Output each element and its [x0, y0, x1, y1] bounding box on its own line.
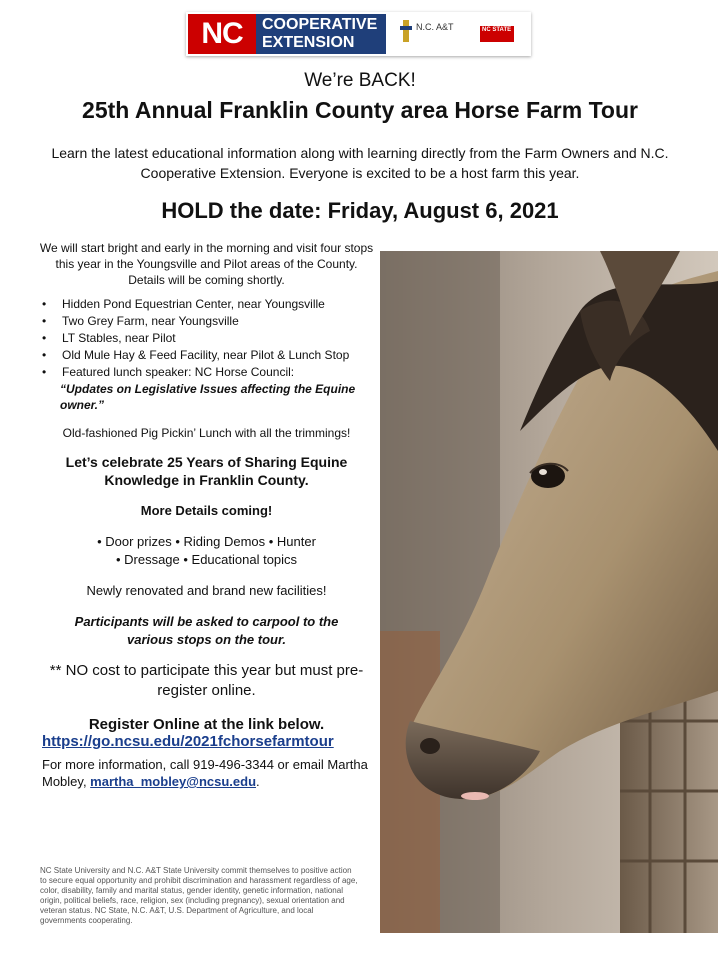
cooperative-extension-logo: [256, 14, 386, 54]
ncat-aggie-icon: [400, 20, 412, 42]
ncstate-logo: NC STATE: [480, 26, 514, 42]
list-item: • Two Grey Farm, near Youngsville: [42, 314, 239, 328]
list-item: • Old Mule Hay & Feed Facility, near Pilot & Lunch Stop: [42, 348, 350, 362]
contact-info-text: For more information, call 919-496-3344 or email Martha Mobley,: [42, 757, 368, 789]
carpool-text: Participants will be asked to carpool to the various stops on the tour.: [74, 614, 339, 647]
register-link[interactable]: https://go.ncsu.edu/2021fchorsefarmtour: [42, 733, 334, 750]
ncat-logo: N.C. A&T: [416, 22, 454, 32]
features-line-1: • Door prizes • Riding Demos • Hunter: [97, 534, 316, 549]
features-line-2: • Dressage • Educational topics: [115, 552, 298, 567]
contact-info: [42, 756, 375, 790]
list-item: • Hidden Pond Equestrian Center, near Youngsville: [42, 297, 325, 311]
contact-info-end: .: [256, 774, 260, 789]
event-details: [38, 240, 375, 790]
logo-extension: EXTENSION: [262, 34, 355, 51]
email-link[interactable]: martha_mobley@ncsu.edu: [90, 774, 257, 789]
stops-list: [38, 296, 375, 380]
kicker-heading: We’re BACK!: [304, 70, 416, 91]
fine-print: NC State University and N.C. A&T State University commit themselves to positive action to secure equal opportunity and prohibit discrimination and harassment regardless of age, color, disability, family and marital status, gender identity, genetic information, national origin, political beliefs, race, religion, sex (including pregnancy), sexual orientation and veteran status. NC State, N.C. A&T, U.S. Department of Agriculture, and local governments cooperating.: [40, 866, 358, 925]
facilities-text: Newly renovated and brand new facilities!: [86, 583, 327, 598]
celebrate-text: Let’s celebrate 25 Years of Sharing Equine Knowledge in Franklin County.: [65, 454, 348, 488]
speaker-quote: “Updates on Legislative Issues affecting the Equine owner.”: [60, 382, 356, 412]
logo-bar: [186, 12, 531, 56]
list-item: • LT Stables, near Pilot: [42, 331, 176, 345]
start-paragraph: We will start bright and early in the morning and visit four stops this year in the Youngsville and Pilot areas of the County. Details will be coming shortly.: [39, 241, 374, 287]
nc-logo: NC: [188, 14, 256, 54]
lunch-text: Old-fashioned Pig Pickin’ Lunch with all the trimmings!: [62, 426, 351, 440]
hold-date-heading: HOLD the date: Friday, August 6, 2021: [161, 198, 559, 223]
more-details-text: More Details coming!: [140, 503, 273, 518]
cost-text: ** NO cost to participate this year but must pre-register online.: [49, 662, 364, 699]
register-text: Register Online at the link below.: [88, 716, 325, 733]
horse-photo: [380, 251, 718, 933]
page-title: 25th Annual Franklin County area Horse Farm Tour: [82, 97, 638, 123]
logo-cooperative: COOPERATIVE: [262, 16, 378, 33]
intro-paragraph: Learn the latest educational information along with learning directly from the Farm Owners and N.C. Cooperative Extension. Everyone is excited to be a host farm this year.: [51, 145, 669, 181]
list-item: • Featured lunch speaker: NC Horse Council:: [42, 365, 295, 379]
